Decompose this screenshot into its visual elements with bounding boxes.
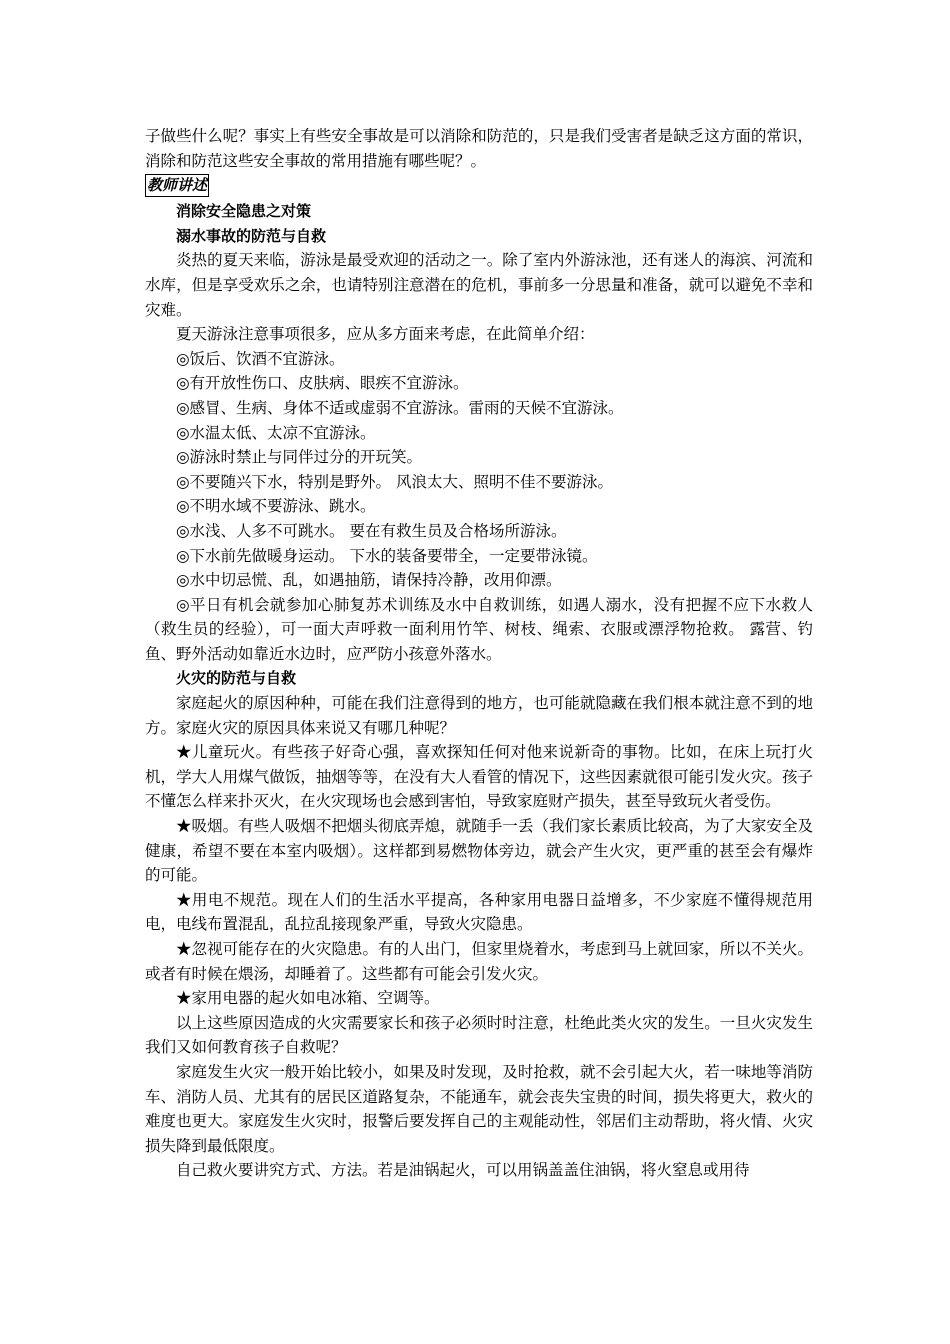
list-item: ◎水中切忌慌、乱，如遇抽筋，请保持冷静，改用仰漂。 bbox=[176, 571, 562, 590]
fire-section-heading: 火灾的防范与自救 bbox=[176, 669, 297, 688]
list-item: ◎有开放性伤口、皮肤病、眼疾不宜游泳。 bbox=[176, 374, 469, 393]
fire-cause-item: ★忽视可能存在的火灾隐患。有的人出门，但家里烧着水，考虑到马上就回家，所以不关火。或者有时候在煨汤，却睡着了。这些都有可能会引发火灾。 bbox=[145, 940, 813, 983]
fire-cause-item: ★家用电器的起火如电冰箱、空调等。 bbox=[176, 989, 440, 1008]
fire-paragraph-1: 家庭起火的原因种种，可能在我们注意得到的地方，也可能就隐藏在我们根本就注意不到的地方。家庭火灾的原因具体来说又有哪几种呢？ bbox=[145, 694, 813, 737]
list-item: ◎不明水域不要游泳、跳水。 bbox=[176, 497, 376, 516]
fire-paragraph-4: 自己救火要讲究方式、方法。若是油锅起火，可以用锅盖盖住油锅，将火窒息或用待 bbox=[176, 1161, 750, 1180]
list-item: ◎游泳时禁止与同伴过分的开玩笑。 bbox=[176, 448, 423, 467]
fire-cause-item: ★用电不规范。现在人们的生活水平提高，各种家用电器日益增多，不少家庭不懂得规范用电，电线布置混乱，乱拉乱接现象严重，导致火灾隐患。 bbox=[145, 890, 813, 934]
main-heading: 消除安全隐患之对策 bbox=[176, 202, 312, 221]
intro-paragraph: 子做些什么呢？事实上有些安全事故是可以消除和防范的，只是我们受害者是缺乏这方面的常识，消除和防范这些安全事故的常用措施有哪些呢？。 bbox=[145, 127, 813, 170]
fire-cause-item: ★吸烟。有些人吸烟不把烟头彻底弄熄，就随手一丢（我们家长素质比较高，为了大家安全及健康，希望不要在本室内吸烟）。这样都到易燃物体旁边，就会产生火灾，更严重的甚至会有爆炸的可能。 bbox=[145, 817, 813, 885]
fire-paragraph-2: 以上这些原因造成的火灾需要家长和孩子必须时时注意，杜绝此类火灾的发生。一旦火灾发生我们又如何教育孩子自救呢？ bbox=[145, 1013, 813, 1057]
teacher-label-row bbox=[145, 173, 813, 199]
teacher-narration-label: 教师讲述 bbox=[145, 174, 209, 197]
list-item: ◎感冒、生病、身体不适或虚弱不宜游泳。雷雨的天候不宜游泳。 bbox=[176, 398, 624, 417]
list-item: ◎不要随兴下水，特别是野外。 风浪太大、照明不佳不要游泳。 bbox=[176, 472, 613, 491]
fire-cause-item: ★儿童玩火。有些孩子好奇心强，喜欢探知任何对他来说新奇的事物。比如，在床上玩打火机，学大人用煤气做饭，抽烟等等，在没有大人看管的情况下，这些因素就很可能引发火灾。孩子不懂怎么样来扑灭火，在火灾现场也会感到害怕，导致家庭财产损失，甚至导致玩火者受伤。 bbox=[145, 743, 813, 811]
list-item: ◎水温太低、太凉不宜游泳。 bbox=[176, 423, 376, 442]
drowning-paragraph-2: 夏天游泳注意事项很多，应从多方面来考虑，在此简单介绍： bbox=[176, 325, 595, 344]
drowning-paragraph-1: 炎热的夏天来临，游泳是最受欢迎的活动之一。除了室内外游泳池，还有迷人的海滨、河流和水库，但是享受欢乐之余，也请特别注意潜在的危机，事前多一分思量和准备，就可以避免不幸和灾难。 bbox=[145, 251, 813, 319]
list-item: ◎饭后、饮酒不宜游泳。 bbox=[176, 349, 345, 368]
list-item: ◎下水前先做暖身运动。 下水的装备要带全，一定要带泳镜。 bbox=[176, 546, 598, 565]
list-item: ◎水浅、人多不可跳水。 要在有救生员及合格场所游泳。 bbox=[176, 521, 567, 540]
fire-paragraph-3: 家庭发生火灾一般开始比较小，如果及时发现，及时抢救，就不会引起大火，若一味地等消防车、消防人员、尤其有的居民区道路复杂，不能通车，就会丧失宝贵的时间，损失将更大，救火的难度也更大。家庭发生火灾时，报警后要发挥自己的主观能动性，邻居们主动帮助，将火情、火灾损失降到最低限度。 bbox=[145, 1062, 813, 1155]
drowning-section-heading: 溺水事故的防范与自救 bbox=[176, 226, 327, 245]
document-body bbox=[145, 124, 813, 1183]
list-item: ◎平日有机会就参加心肺复苏术训练及水中自救训练，如遇人溺水，没有把握不应下水救人（救生员的经验），可一面大声呼救一面利用竹竿、树枝、绳索、衣服或漂浮物抢救。 露营、钓鱼、野外活动如靠近水边时，应严防小孩意外落水。 bbox=[145, 595, 813, 663]
